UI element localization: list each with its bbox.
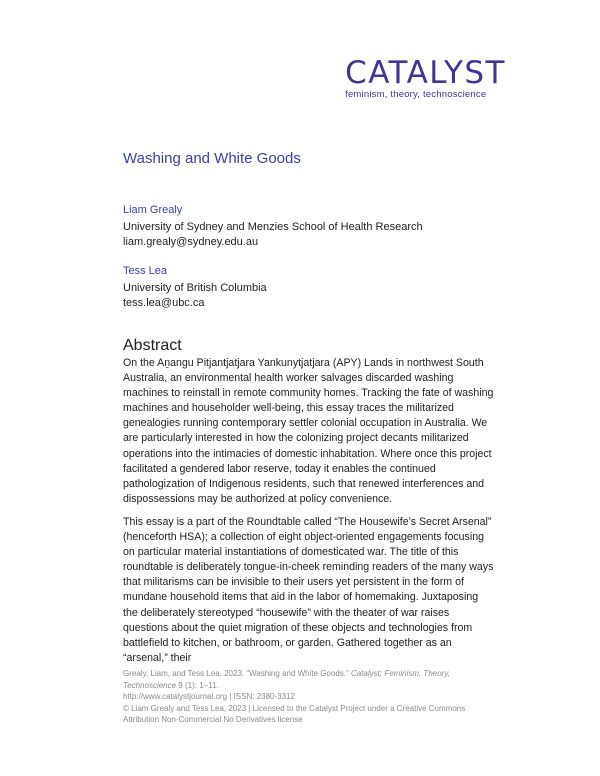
author-name: Tess Lea: [123, 265, 168, 277]
author-name: Liam Grealy: [123, 204, 183, 216]
page-footer: [123, 668, 493, 726]
abstract-heading: Abstract: [123, 337, 182, 354]
journal-logo: [345, 56, 506, 100]
intro-text: This essay is a part of the Roundtable called “The Housewife’s Secret Arsenal” (henceforth HSA); a collection of eight object-oriented engagements focusing on particular material instantiations of domesticated war. The title of this roundtable is deliberately tongue-in-cheek reminding readers of the many ways that militarisms can be invisible to their users yet persistent in the form of mundane household items that aid in the labor of homemaking. Juxtaposing the deliberately stereotyped “housewife” with the theater of war raises questions about the quiet migration of these objects and technologies from battlefield to kitchen, or bathroom, or garden. Gathered together as an “arsenal,” their: [123, 516, 494, 664]
article-title: Washing and White Goods: [123, 150, 301, 167]
author-email[interactable]: liam.grealy@sydney.edu.au: [123, 236, 259, 248]
journal-tagline: feminism, theory, technoscience: [345, 89, 487, 100]
abstract-body: [123, 356, 495, 507]
author-affiliation: University of Sydney and Menzies School of Health Research: [123, 221, 423, 233]
author-affiliation: University of British Columbia: [123, 282, 267, 294]
url-issn[interactable]: http://www.catalystjournal.org | ISSN: 2380-3312: [123, 692, 295, 701]
author-email[interactable]: tess.lea@ubc.ca: [123, 297, 205, 309]
intro-paragraph: [123, 515, 495, 666]
abstract-text: On the Aṉangu Pitjantjatjara Yankunytjatjara (APY) Lands in northwest South Australia, an environmental health worker salvages discarded washing machines to reinstall in remote community homes. Tracking the fate of washing machines and householder well-being, this essay traces the militarized genealogies running contemporary settler colonial occupation in Australia. We are particularly interested in how the colonizing project decants militarized operations into the intimacies of domestic inhabitation. Where once this project facilitated a gendered labor reserve, today it enables the continued pathologization of Indigenous residents, such that renewed interferences and dispossessions may be authorized at policy convenience.: [123, 357, 494, 505]
license-text: © Liam Grealy and Tess Lea, 2023 | Licensed to the Catalyst Project under a Creative Commons Attribution Non-Commercial No Derivatives license: [123, 703, 466, 724]
journal-name: CATALYST: [345, 55, 506, 91]
citation: Grealy, Liam, and Tess Lea. 2023. “Washing and White Goods.” Catalyst: Feminism, Theory, Technoscience 9 (1): 1–11.: [123, 669, 450, 690]
